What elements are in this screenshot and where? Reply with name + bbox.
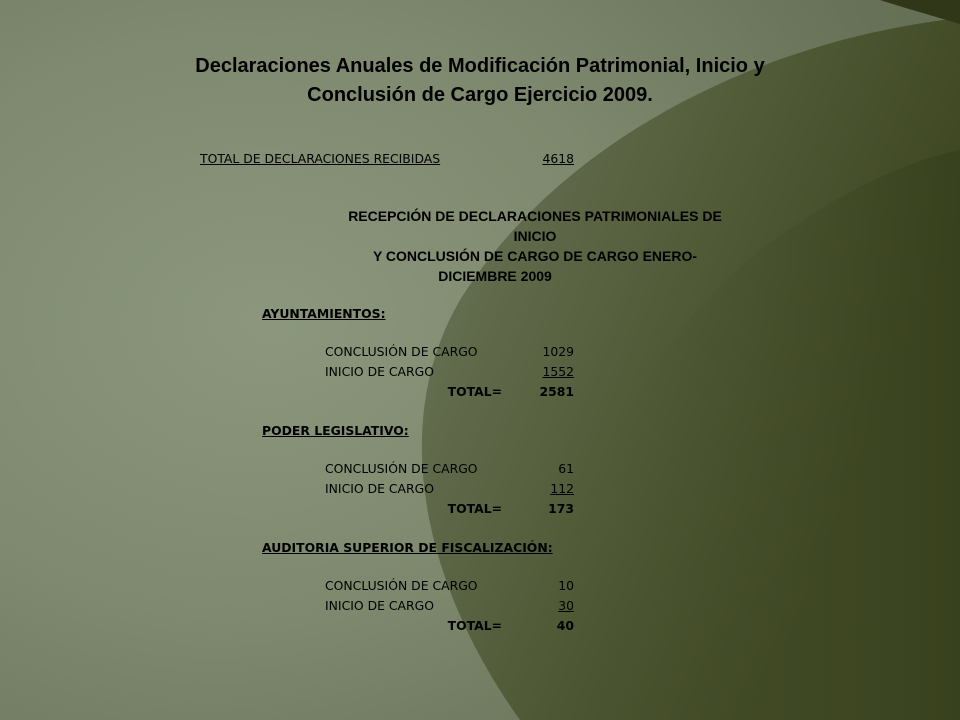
inicio-label: INICIO DE CARGO — [325, 364, 434, 379]
inicio-value: 112 — [550, 481, 574, 496]
reception-heading-line-1 — [290, 206, 780, 246]
total-value: 2581 — [539, 384, 574, 399]
conclusion-value: 10 — [558, 578, 574, 593]
reception-heading-2b: DICIEMBRE 2009 — [438, 268, 552, 284]
reception-heading-line-2 — [290, 246, 780, 286]
title-line-1: Declaraciones Anuales de Modificación Patrimonial, Inicio y — [195, 55, 765, 77]
section-heading-auditoria: AUDITORIA SUPERIOR DE FISCALIZACIÓN: — [262, 540, 553, 555]
title-line-2: Conclusión de Cargo Ejercicio 2009. — [307, 84, 653, 106]
total-label: TOTAL= — [447, 618, 502, 633]
conclusion-value: 1029 — [542, 344, 574, 359]
conclusion-label: CONCLUSIÓN DE CARGO — [325, 344, 478, 359]
total-declarations-value: 4618 — [542, 151, 574, 166]
total-label: TOTAL= — [447, 384, 502, 399]
conclusion-label: CONCLUSIÓN DE CARGO — [325, 578, 478, 593]
total-value: 40 — [556, 618, 574, 633]
section-heading-ayuntamientos: AYUNTAMIENTOS: — [262, 306, 386, 321]
page-title — [0, 52, 960, 110]
total-value: 173 — [548, 501, 574, 516]
inicio-value: 1552 — [542, 364, 574, 379]
conclusion-value: 61 — [558, 461, 574, 476]
total-declarations-label: TOTAL DE DECLARACIONES RECIBIDAS — [200, 151, 441, 166]
inicio-label: INICIO DE CARGO — [325, 481, 434, 496]
inicio-value: 30 — [558, 598, 574, 613]
section-heading-poder-legislativo: PODER LEGISLATIVO: — [262, 423, 409, 438]
inicio-label: INICIO DE CARGO — [325, 598, 434, 613]
reception-heading-1b: INICIO — [513, 228, 557, 244]
conclusion-label: CONCLUSIÓN DE CARGO — [325, 461, 478, 476]
reception-heading-1a: RECEPCIÓN DE DECLARACIONES PATRIMONIALES DE — [348, 208, 722, 224]
total-label: TOTAL= — [447, 501, 502, 516]
reception-heading-2a: Y CONCLUSIÓN DE CARGO DE CARGO ENERO- — [372, 248, 698, 264]
